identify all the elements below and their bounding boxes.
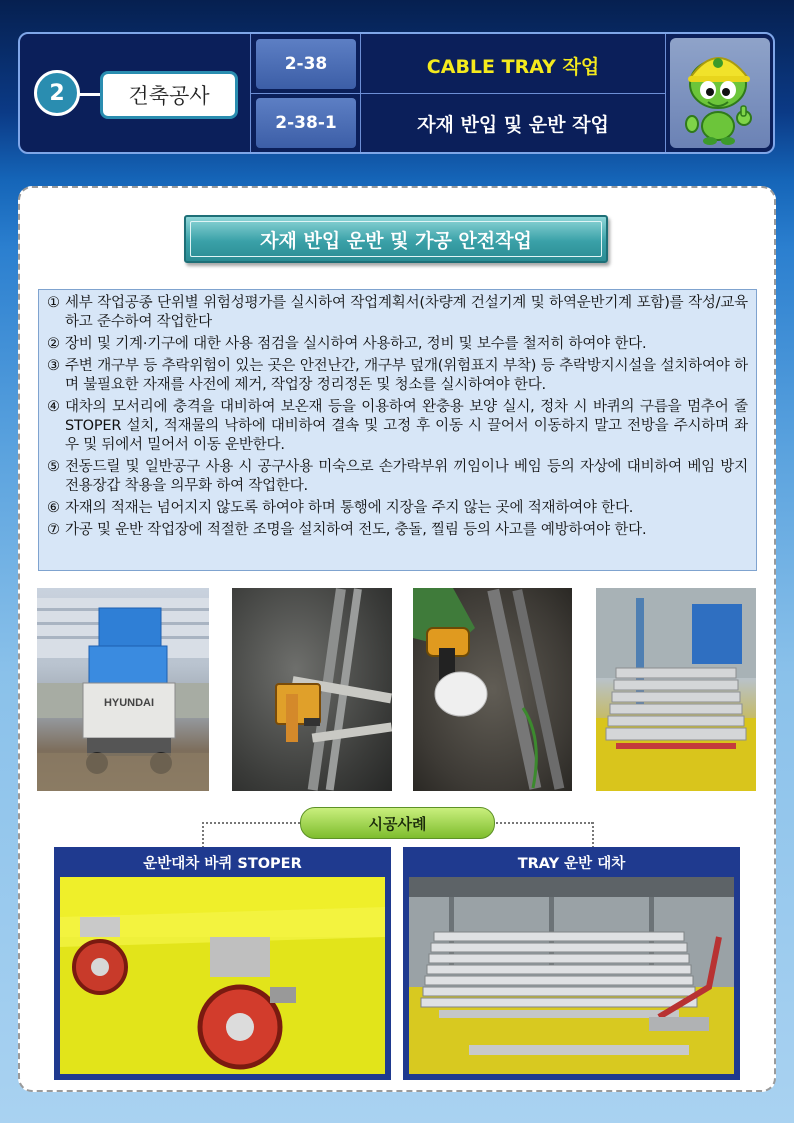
rule-item: [47, 521, 748, 540]
mascot-icon: [670, 38, 770, 148]
connector-dotted: [493, 822, 593, 824]
connector-dotted: [592, 822, 594, 848]
case-stopper-image: [60, 877, 385, 1074]
section-block: [20, 34, 252, 152]
rule-item: [47, 335, 748, 354]
rule-text: 세부 작업공종 단위별 위험성평가를 실시하여 작업계획서(차량계 건설기계 및 하역운반기계 포함)를 작성/교육하고 준수하여 작업한다: [65, 295, 748, 330]
rule-text: 가공 및 운반 작업장에 적절한 조명을 설치하여 전도, 충돌, 찔림 등의 사고를 예방하여야 한다.: [65, 522, 647, 538]
rule-text: 주변 개구부 등 추락위험이 있는 곳은 안전난간, 개구부 덮개(위험표지 부착) 등 추락방지시설을 설치하여야 하며 불필요한 자재를 사전에 제거, 작업장 정리정돈 및 청소를 실시하여야 한다.: [65, 358, 748, 393]
case-tray-cart: [403, 847, 740, 1080]
connector-dotted: [202, 822, 300, 824]
rule-text: 전동드릴 및 일반공구 사용 시 공구사용 미숙으로 손가락부위 끼임이나 베임 등의 자상에 대비하여 베임 방지 전용장갑 착용을 의무화 하여 작업한다.: [65, 459, 748, 494]
main-title-text: 자재 반입 운반 및 가공 안전작업: [260, 229, 532, 252]
connector-line: [78, 93, 102, 96]
rule-text: 장비 및 기계·기구에 대한 사용 점검을 실시하여 사용하고, 정비 및 보수를 철저히 하여야 한다.: [65, 336, 647, 352]
page-header: [18, 32, 775, 154]
case-stopper: [54, 847, 391, 1080]
rule-item: [47, 357, 748, 395]
photo-truck-delivery: [37, 588, 209, 791]
rule-number: ⑦: [47, 522, 60, 538]
rule-number: ②: [47, 336, 60, 352]
rule-item: [47, 398, 748, 455]
rule-number: ③: [47, 358, 60, 374]
rule-number: ⑥: [47, 500, 60, 516]
safety-rules-box: [38, 289, 757, 571]
section-title-1: CABLE TRAY 작업: [426, 55, 600, 78]
connector-dotted: [202, 822, 204, 848]
photo-cutting-work: [232, 588, 392, 791]
photo-drilling-glove: [413, 588, 572, 791]
rule-item: [47, 294, 748, 332]
rule-number: ④: [47, 399, 60, 415]
section-code-1: 2-38: [256, 39, 356, 89]
section-number-badge: 2: [34, 70, 80, 116]
mascot-image: [670, 38, 770, 148]
category-label: 건축공사: [100, 71, 238, 119]
rule-number: ⑤: [47, 459, 60, 475]
rule-item: [47, 458, 748, 496]
case-tray-cart-image: [409, 877, 734, 1074]
rule-number: ①: [47, 295, 60, 311]
rule-text: 대차의 모서리에 충격을 대비하여 보온재 등을 이용하여 완충용 보양 실시, 정차 시 바퀴의 구름을 멈추어 줄 STOPER 설치, 적재물의 낙하에 대비하여 결속 및 고정 후 이동 시 끌어서 이동하지 말고 전방을 주시하며 좌우 및 뒤에서 밀어서 이동 운반한다.: [65, 399, 748, 453]
photo-tray-stack: [596, 588, 756, 791]
truck-brand-text: HYUNDAI: [103, 697, 155, 709]
case-title: 운반대차 바퀴 STOPER: [143, 855, 302, 872]
divider: [665, 34, 666, 152]
example-label: 시공사례: [300, 807, 495, 839]
section-code-2: 2-38-1: [256, 98, 356, 148]
case-title: TRAY 운반 대차: [517, 855, 626, 872]
section-title-2: 자재 반입 및 운반 작업: [417, 113, 609, 136]
main-title: [184, 215, 608, 263]
rule-text: 자재의 적재는 넘어지지 않도록 하여야 하며 통행에 지장을 주지 않는 곳에 적재하여야 한다.: [65, 500, 634, 516]
rule-item: [47, 499, 748, 518]
